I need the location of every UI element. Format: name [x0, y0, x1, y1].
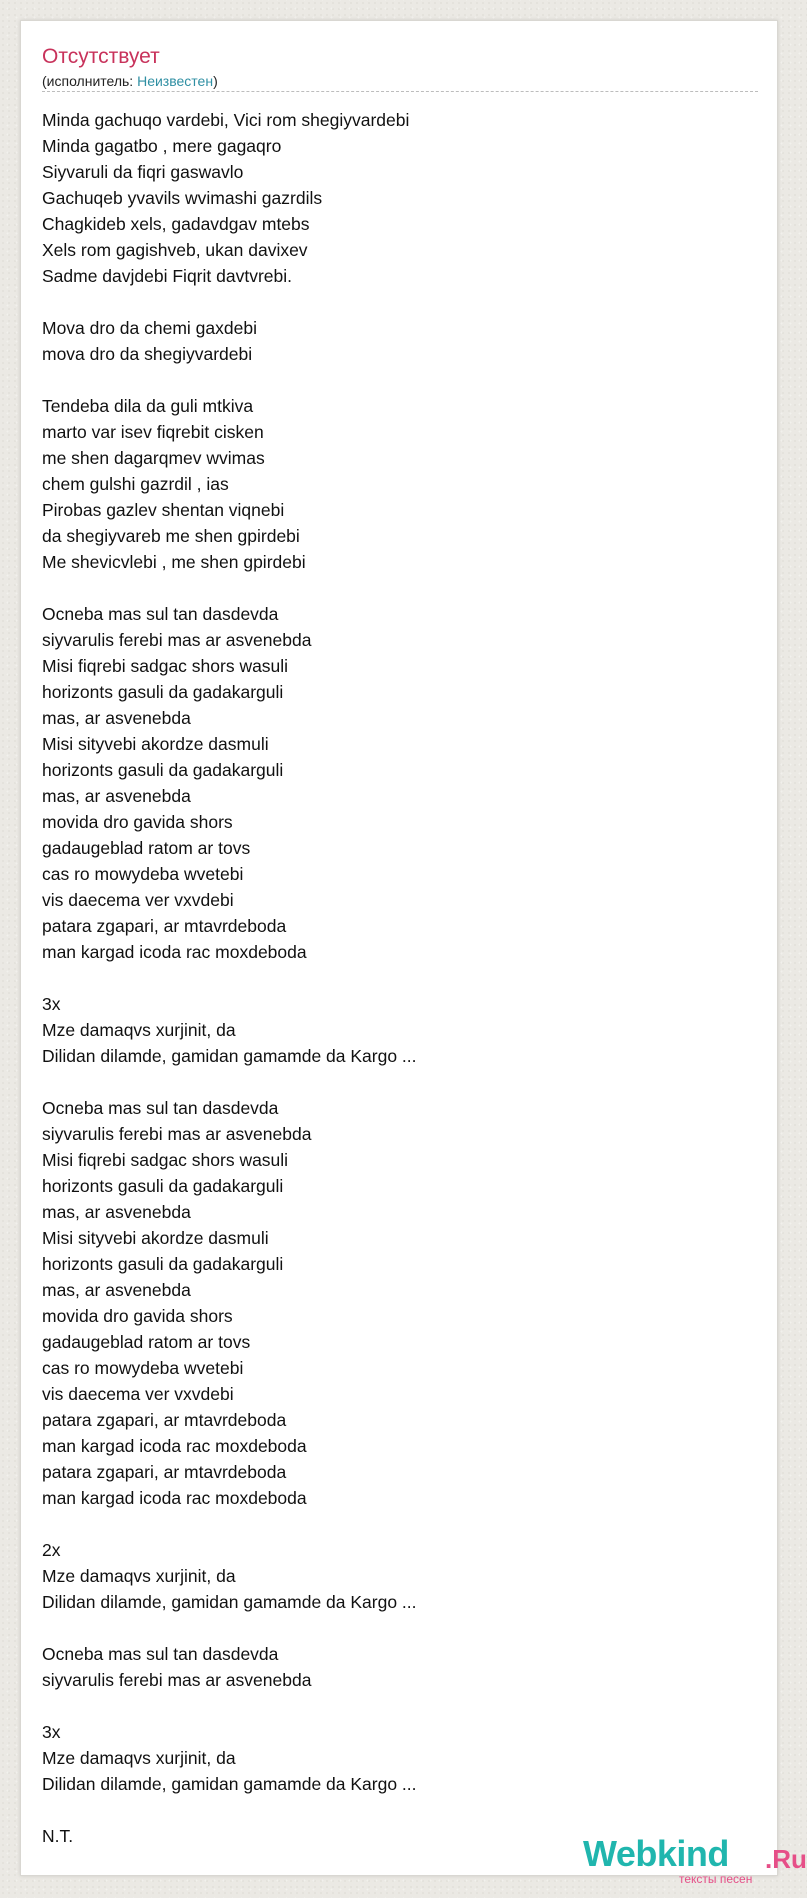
lyrics-line: horizonts gasuli da gadakarguli [42, 682, 284, 702]
lyrics-line: Ocneba mas sul tan dasdevda [42, 1098, 279, 1118]
lyrics-line: Xels rom gagishveb, ukan davixev [42, 240, 308, 260]
lyrics-stanza [42, 991, 742, 1069]
logo-name: Webkind [583, 1833, 729, 1874]
lyrics-line: me shen dagarqmev wvimas [42, 448, 265, 468]
lyrics-line: 3x [42, 1722, 61, 1742]
lyrics-line: da shegiyvareb me shen gpirdebi [42, 526, 300, 546]
lyrics-line: patara zgapari, ar mtavrdeboda [42, 1462, 287, 1482]
lyrics-line: N.T. [42, 1826, 74, 1846]
lyrics-stanza [42, 601, 742, 965]
lyrics-stanza [42, 1641, 742, 1693]
lyrics-line: Misi sityvebi akordze dasmuli [42, 734, 269, 754]
lyrics-line: gadaugeblad ratom ar tovs [42, 1332, 251, 1352]
lyrics-line: man kargad icoda rac moxdeboda [42, 942, 307, 962]
lyrics-line: 3x [42, 994, 61, 1014]
logo-tagline: тексты песен [679, 1872, 753, 1886]
lyrics-line: mova dro da shegiyvardebi [42, 344, 253, 364]
lyrics-card [20, 20, 807, 1886]
lyrics-line: movida dro gavida shors [42, 812, 233, 832]
lyrics-line: marto var isev fiqrebit cisken [42, 422, 264, 442]
lyrics-line: Dilidan dilamde, gamidan gamamde da Kargo ... [42, 1592, 417, 1612]
lyrics-stanza [42, 393, 742, 575]
lyrics-line: siyvarulis ferebi mas ar asvenebda [42, 630, 312, 650]
lyrics-line: gadaugeblad ratom ar tovs [42, 838, 251, 858]
lyrics-line: man kargad icoda rac moxdeboda [42, 1436, 307, 1456]
lyrics-line: Ocneba mas sul tan dasdevda [42, 604, 279, 624]
lyrics-line: patara zgapari, ar mtavrdeboda [42, 1410, 287, 1430]
lyrics-line: horizonts gasuli da gadakarguli [42, 1254, 284, 1274]
lyrics-line: Misi sityvebi akordze dasmuli [42, 1228, 269, 1248]
artist-line [42, 72, 218, 90]
lyrics-line: patara zgapari, ar mtavrdeboda [42, 916, 287, 936]
lyrics-line: Me shevicvlebi , me shen gpirdebi [42, 552, 306, 572]
lyrics-line: man kargad icoda rac moxdeboda [42, 1488, 307, 1508]
lyrics-line: Pirobas gazlev shentan viqnebi [42, 500, 285, 520]
artist-prefix: (исполнитель: [42, 73, 138, 89]
lyrics-line: mas, ar asvenebda [42, 1202, 191, 1222]
lyrics-line: siyvarulis ferebi mas ar asvenebda [42, 1670, 312, 1690]
lyrics-line: vis daecema ver vxvdebi [42, 890, 234, 910]
lyrics-line: horizonts gasuli da gadakarguli [42, 760, 284, 780]
lyrics-line: Sadme davjdebi Fiqrit davtvrebi. [42, 266, 292, 286]
lyrics-stanza [42, 1537, 742, 1615]
lyrics-line: siyvarulis ferebi mas ar asvenebda [42, 1124, 312, 1144]
title-divider [42, 91, 758, 92]
lyrics-line: Tendeba dila da guli mtkiva [42, 396, 254, 416]
lyrics-line: Mze damaqvs xurjinit, da [42, 1020, 236, 1040]
artist-link[interactable]: Неизвестен [137, 73, 214, 89]
lyrics-line: movida dro gavida shors [42, 1306, 233, 1326]
lyrics-line: Chagkideb xels, gadavdgav mtebs [42, 214, 310, 234]
lyrics-line: Siyvaruli da fiqri gaswavlo [42, 162, 244, 182]
lyrics-line: Ocneba mas sul tan dasdevda [42, 1644, 279, 1664]
logo-tld: .Ru [765, 1844, 807, 1874]
lyrics-line: Mova dro da chemi gaxdebi [42, 318, 257, 338]
lyrics-line: Misi fiqrebi sadgac shors wasuli [42, 1150, 289, 1170]
lyrics-line: cas ro mowydeba wvetebi [42, 1358, 244, 1378]
lyrics-stanza [42, 107, 742, 289]
lyrics-line: Minda gachuqo vardebi, Vici rom shegiyvardebi [42, 110, 410, 130]
lyrics-line: Minda gagatbo , mere gagaqro [42, 136, 282, 156]
lyrics-text [42, 107, 742, 1875]
lyrics-stanza [42, 315, 742, 367]
lyrics-line: Mze damaqvs xurjinit, da [42, 1566, 236, 1586]
artist-suffix: ) [213, 73, 218, 89]
song-title: Отсутствует [42, 45, 160, 68]
lyrics-line: 2x [42, 1540, 61, 1560]
lyrics-stanza [42, 1719, 742, 1797]
lyrics-line: Mze damaqvs xurjinit, da [42, 1748, 236, 1768]
lyrics-line: Dilidan dilamde, gamidan gamamde da Kargo ... [42, 1774, 417, 1794]
lyrics-line: chem gulshi gazrdil , ias [42, 474, 229, 494]
lyrics-line: mas, ar asvenebda [42, 708, 191, 728]
lyrics-line: vis daecema ver vxvdebi [42, 1384, 234, 1404]
lyrics-line: mas, ar asvenebda [42, 1280, 191, 1300]
lyrics-line: cas ro mowydeba wvetebi [42, 864, 244, 884]
lyrics-line: Gachuqeb yvavils wvimashi gazrdils [42, 188, 323, 208]
lyrics-line: Misi fiqrebi sadgac shors wasuli [42, 656, 289, 676]
lyrics-line: Dilidan dilamde, gamidan gamamde da Kargo ... [42, 1046, 417, 1066]
lyrics-line: mas, ar asvenebda [42, 786, 191, 806]
webkind-logo[interactable] [583, 1833, 807, 1886]
lyrics-stanza [42, 1095, 742, 1511]
lyrics-line: horizonts gasuli da gadakarguli [42, 1176, 284, 1196]
